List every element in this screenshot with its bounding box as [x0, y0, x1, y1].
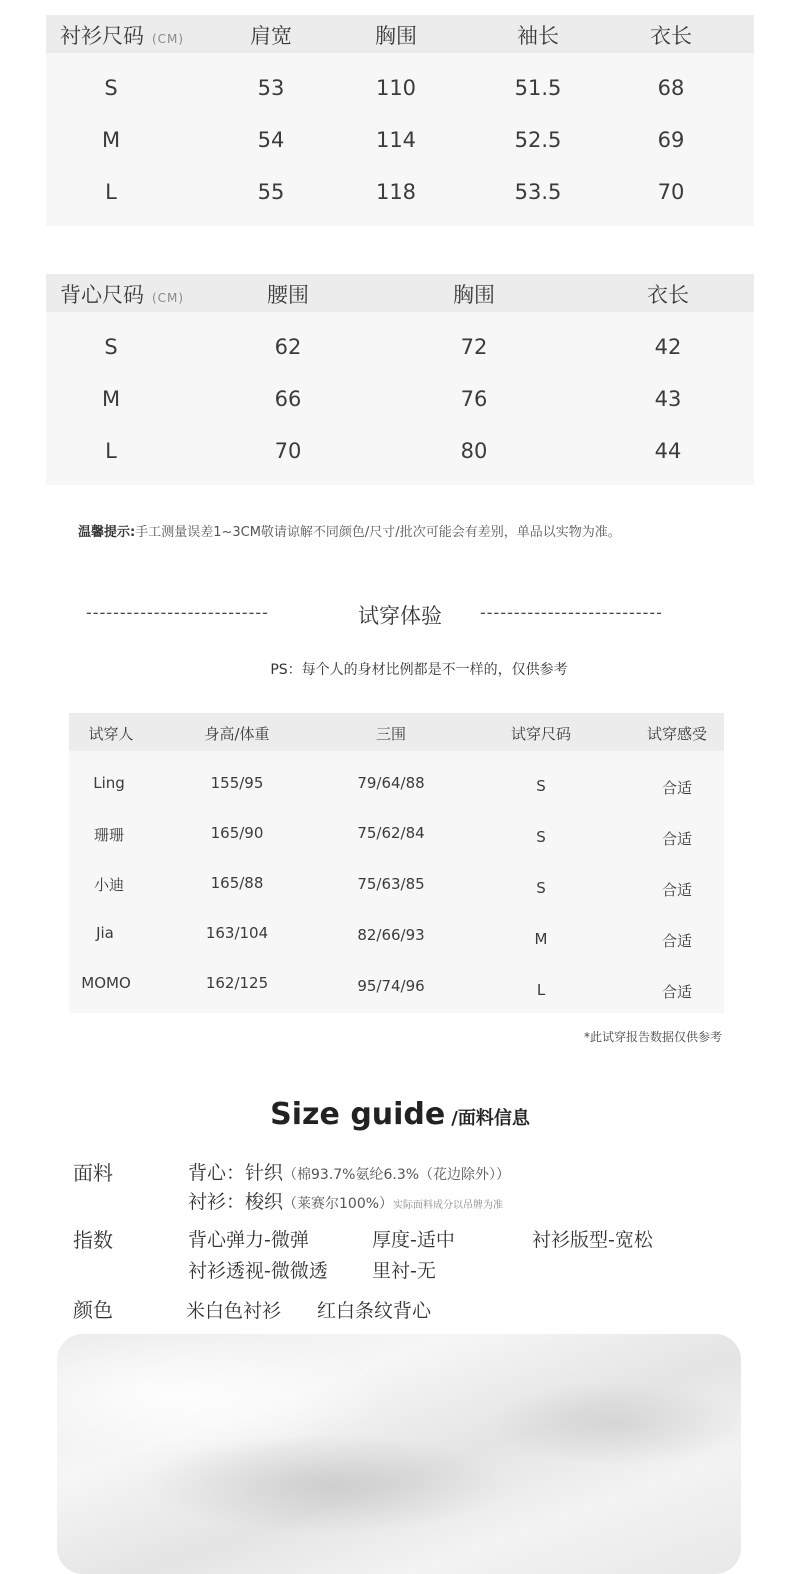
fabric-vest: 背心：针织（棉93.7%氨纶6.3%（花边除外））	[188, 1162, 511, 1184]
fabric-label: 面料	[73, 1161, 113, 1185]
trial-cell: 155/95	[210, 774, 264, 792]
shirt-table-title: 衬衫尺码 (CM)	[60, 24, 185, 48]
table-cell: 52.5	[514, 128, 562, 152]
fabric-shirt: 衬衫：梭织（莱赛尔100%）实际面料成分以吊牌为准	[188, 1191, 504, 1213]
trial-header-measurements: 三围	[375, 725, 406, 743]
vest-table-title: 背心尺码 (CM)	[60, 283, 185, 307]
trial-cell: 165/90	[210, 824, 264, 842]
table-cell: 62	[274, 335, 302, 359]
table-cell: 70	[274, 439, 302, 463]
table-cell: 51.5	[514, 76, 562, 100]
trial-header-height-weight: 身高/体重	[204, 725, 270, 743]
trial-table	[69, 713, 724, 1013]
vest-size-m: M	[101, 387, 121, 411]
trial-cell: 合适	[661, 932, 692, 950]
trial-cell: L	[536, 981, 546, 999]
shirt-header-chest: 胸围	[375, 24, 417, 48]
color-label: 颜色	[73, 1298, 113, 1322]
fabric-shirt-detail: （莱赛尔100%）	[283, 1196, 394, 1212]
vest-size-l: L	[105, 439, 117, 463]
fabric-texture-image	[57, 1334, 741, 1574]
index-label: 指数	[73, 1228, 113, 1252]
shirt-table-unit: (CM)	[152, 32, 185, 46]
trial-cell: 合适	[661, 779, 692, 797]
table-cell: 54	[257, 128, 285, 152]
trial-cell: S	[536, 777, 546, 795]
index-shirt-fit: 衬衫版型-宽松	[532, 1229, 653, 1251]
trial-ps-note: PS：每个人的身材比例都是不一样的，仅供参考	[270, 662, 568, 678]
fabric-disclaimer: 实际面料成分以吊牌为准	[393, 1200, 504, 1211]
trial-cell: Ling	[93, 774, 125, 792]
index-thickness: 厚度-适中	[372, 1229, 455, 1251]
shirt-size-m: M	[101, 128, 121, 152]
trial-table-header	[69, 713, 724, 751]
fabric-vest-detail: （棉93.7%氨纶6.3%（花边除外））	[283, 1167, 511, 1183]
trial-cell: 95/74/96	[357, 977, 425, 995]
index-lining: 里衬-无	[372, 1260, 436, 1282]
vest-table-unit: (CM)	[152, 291, 185, 305]
shirt-header-sleeve: 袖长	[517, 24, 559, 48]
trial-header-size: 试穿尺码	[510, 725, 571, 743]
trial-section-title: 试穿体验	[358, 604, 442, 628]
vest-header-waist: 腰围	[267, 283, 309, 307]
table-cell: 68	[657, 76, 685, 100]
shirt-header-length: 衣长	[650, 24, 692, 48]
size-guide-heading: Size guide	[270, 1097, 446, 1132]
table-cell: 69	[657, 128, 685, 152]
trial-cell: Jia	[96, 924, 114, 942]
trial-cell: 165/88	[210, 874, 264, 892]
table-cell: 42	[654, 335, 682, 359]
table-cell: 43	[654, 387, 682, 411]
color-vest: 红白条纹背心	[317, 1300, 432, 1322]
trial-cell: 163/104	[205, 924, 269, 942]
table-cell: 55	[257, 180, 285, 204]
table-cell: 53	[257, 76, 285, 100]
trial-cell: MOMO	[81, 974, 131, 992]
table-cell: 44	[654, 439, 682, 463]
trial-cell: 合适	[661, 983, 692, 1001]
trial-cell: 合适	[661, 881, 692, 899]
trial-cell: 75/63/85	[357, 875, 425, 893]
size-guide-subtitle: /面料信息	[451, 1108, 530, 1129]
shirt-size-l: L	[105, 180, 117, 204]
vest-header-chest: 胸围	[453, 283, 495, 307]
table-cell: 80	[460, 439, 488, 463]
shirt-size-s: S	[104, 76, 118, 100]
index-vest-stretch: 背心弹力-微弹	[188, 1229, 309, 1251]
table-cell: 114	[375, 128, 417, 152]
tip-label: 温馨提示:	[78, 525, 136, 540]
shirt-table-header	[46, 15, 754, 53]
vest-size-table	[46, 274, 754, 485]
trial-cell: 75/62/84	[357, 824, 425, 842]
trial-cell: S	[536, 828, 546, 846]
table-cell: 66	[274, 387, 302, 411]
trial-header-feeling: 试穿感受	[646, 725, 707, 743]
table-cell: 70	[657, 180, 685, 204]
size-guide-title	[0, 1097, 800, 1132]
trial-report-note: *此试穿报告数据仅供参考	[583, 1030, 722, 1044]
vest-size-s: S	[104, 335, 118, 359]
measurement-tip	[78, 521, 621, 540]
trial-cell: 合适	[661, 830, 692, 848]
color-shirt: 米白色衬衫	[186, 1300, 282, 1322]
table-cell: 53.5	[514, 180, 562, 204]
table-cell: 110	[375, 76, 417, 100]
divider-right: ---------------------------	[480, 603, 663, 622]
trial-cell: 82/66/93	[357, 926, 425, 944]
trial-cell: 小迪	[93, 876, 124, 894]
tip-text: 手工测量误差1~3CM敬请谅解不同颜色/尺寸/批次可能会有差别，单品以实物为准。	[135, 525, 621, 540]
table-cell: 118	[375, 180, 417, 204]
shirt-size-table	[46, 15, 754, 226]
vest-table-header	[46, 274, 754, 312]
trial-cell: S	[536, 879, 546, 897]
vest-header-length: 衣长	[647, 283, 689, 307]
table-cell: 72	[460, 335, 488, 359]
shirt-header-shoulder: 肩宽	[250, 24, 292, 48]
trial-header-person: 试穿人	[88, 725, 134, 743]
trial-cell: 79/64/88	[357, 774, 425, 792]
divider-left: ---------------------------	[86, 603, 269, 622]
trial-cell: 162/125	[205, 974, 269, 992]
index-shirt-sheer: 衬衫透视-微微透	[188, 1260, 328, 1282]
trial-cell: M	[534, 930, 548, 948]
trial-cell: 珊珊	[93, 826, 124, 844]
table-cell: 76	[460, 387, 488, 411]
